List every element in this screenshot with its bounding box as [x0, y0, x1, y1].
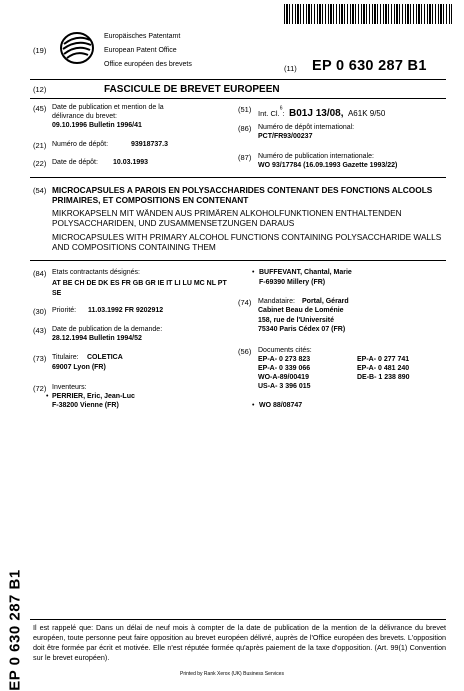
application-publication-value: 28.12.1994 Bulletin 1994/52	[52, 335, 142, 342]
holder-label: Titulaire:	[52, 354, 79, 361]
classification-label: Int. Cl.	[258, 109, 280, 118]
publication-number: EP 0 630 287 B1	[312, 58, 427, 74]
code-11: (11)	[284, 64, 297, 73]
code-84: (84)	[33, 269, 47, 278]
code-45: (45)	[33, 104, 47, 113]
intl-filing-value: PCT/FR93/00237	[258, 133, 313, 140]
code-74: (74)	[238, 298, 252, 307]
citations-label: Documents cités:	[258, 347, 312, 354]
title-de: MIKROKAPSELN MIT WÄNDEN AUS PRIMÄREN ALKOHOLFUNKTIONEN ENTHALTENDEN POLYSACCHARIDEN, UND ZUSAMMENSETZUNGEN DARAUS	[52, 208, 402, 228]
citation: WO-A-89/00419	[258, 374, 309, 381]
document-type-title: FASCICULE DE BREVET EUROPEEN	[104, 84, 280, 95]
office-name-de: Europäisches Patentamt	[104, 33, 181, 40]
code-73: (73)	[33, 354, 47, 363]
agent-firm: Cabinet Beau de Loménie	[258, 307, 344, 314]
filing-number-label: Numéro de dépôt:	[52, 141, 109, 148]
inventor-address: F-38200 Vienne (FR)	[52, 402, 119, 409]
code-30: (30)	[33, 307, 47, 316]
citation: WO 88/08747	[259, 402, 303, 409]
citation: EP-A- 0 277 741	[357, 356, 410, 363]
epo-logo	[58, 30, 96, 66]
bullet-icon: •	[46, 393, 49, 400]
application-publication-label: Date de publication de la demande:	[52, 326, 163, 333]
code-51: (51)	[238, 105, 252, 114]
states-value: AT BE CH DE DK ES FR GB GR IE IT LI LU MC NL PT SE	[52, 280, 227, 297]
filing-number-value: 93918737.3	[131, 141, 168, 148]
divider	[30, 177, 446, 178]
classification-main: B01J 13/08,	[289, 108, 344, 119]
code-12: (12)	[33, 85, 47, 94]
holder-name: COLETICA	[87, 354, 123, 361]
classification-edition: 6	[279, 105, 283, 112]
grant-date-value: 09.10.1996 Bulletin 1996/41	[52, 122, 142, 129]
citation: EP-A- 0 481 240	[357, 365, 410, 372]
code-56: (56)	[238, 347, 252, 356]
title-en: MICROCAPSULES WITH PRIMARY ALCOHOL FUNCTIONS CONTAINING POLYSACCHARIDE WALLS AND COMPOSITIONS CONTAINING THEM	[52, 232, 442, 252]
inventor-address: F-69390 Millery (FR)	[259, 279, 326, 286]
bullet-icon: •	[252, 269, 255, 276]
side-publication-number: EP 0 630 287 B1	[6, 569, 24, 691]
divider	[30, 260, 446, 261]
filing-date-label: Date de dépôt:	[52, 159, 98, 166]
code-43: (43)	[33, 326, 47, 335]
title-fr: MICROCAPSULES A PAROIS EN POLYSACCHARIDES CONTENANT DES FONCTIONS ALCOOLS PRIMAIRES, ET COMPOSITIONS EN CONTENANT	[52, 185, 433, 205]
priority-label: Priorité:	[52, 307, 77, 314]
bullet-icon: •	[252, 402, 255, 409]
code-21: (21)	[33, 141, 47, 150]
citation: DE-B- 1 238 890	[357, 374, 410, 381]
printer-credit: Printed by Rank Xerox (UK) Business Services	[180, 671, 284, 677]
grant-date-label: Date de publication et mention de la délivrance du brevet:	[52, 104, 164, 120]
intl-publication-value: WO 93/17784 (16.09.1993 Gazette 1993/22)	[258, 162, 398, 169]
agent-street: 158, rue de l'Université	[258, 317, 334, 324]
inventor-name: PERRIER, Eric, Jean-Luc	[52, 393, 135, 400]
agent-label: Mandataire:	[258, 298, 295, 305]
citation: EP-A- 0 339 066	[258, 365, 311, 372]
code-22: (22)	[33, 159, 47, 168]
code-54: (54)	[33, 186, 47, 195]
citation: US-A- 3 396 015	[258, 383, 311, 390]
barcode	[284, 4, 452, 24]
priority-value: 11.03.1992 FR 9202912	[88, 307, 164, 314]
citation: EP-A- 0 273 823	[258, 356, 311, 363]
code-19: (19)	[33, 46, 47, 55]
filing-date-value: 10.03.1993	[113, 159, 149, 166]
divider	[30, 619, 446, 620]
code-72: (72)	[33, 384, 47, 393]
agent-name: Portal, Gérard	[302, 298, 349, 305]
classification-secondary: A61K 9/50	[347, 109, 386, 118]
inventors-label: Inventeurs:	[52, 384, 87, 391]
inventor-name: BUFFEVANT, Chantal, Marie	[259, 269, 352, 276]
opposition-notice: Il est rappelé que: Dans un délai de neuf mois à compter de la date de publication de la mention de la délivrance du brevet européen, toute personne peut faire opposition au brevet européen délivré, auprès de l'Office européen des brevets. L'opposition doit être formée par écrit et motivée. Elle n'est réputée formée qu'après paiement de la taxe d'opposition. (Art. 99(1) Convention sur le brevet européen).	[33, 623, 446, 662]
office-name-en: European Patent Office	[104, 47, 177, 54]
intl-filing-label: Numéro de dépôt international:	[258, 124, 355, 131]
intl-publication-label: Numéro de publication internationale:	[258, 153, 374, 160]
classification: Int. Cl.$^6$: B01J 13/08, A61K 9/50	[258, 105, 386, 119]
holder-address: 69007 Lyon (FR)	[52, 364, 106, 371]
states-label: Etats contractants désignés:	[52, 269, 140, 276]
code-86: (86)	[238, 124, 252, 133]
office-name-fr: Office européen des brevets	[104, 61, 192, 68]
code-87: (87)	[238, 153, 252, 162]
divider	[30, 79, 446, 80]
divider	[30, 98, 446, 99]
agent-city: 75340 Paris Cédex 07 (FR)	[258, 326, 346, 333]
